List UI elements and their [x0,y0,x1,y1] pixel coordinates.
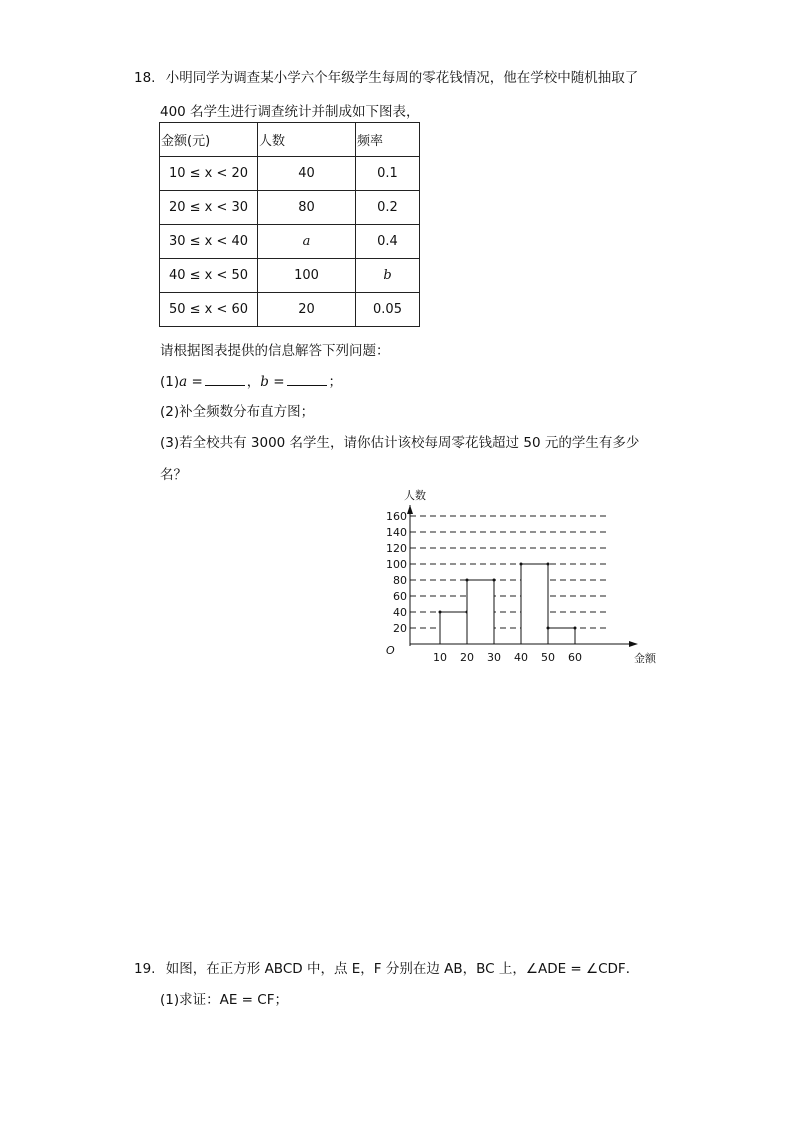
part-1-separator: ， [246,374,261,390]
x-tick-label: 30 [487,651,501,664]
x-tick-label: 60 [568,651,582,664]
table-cell: 20 [258,293,356,327]
y-tick-label: 60 [393,590,407,603]
table-cell: 100 [258,259,356,293]
y-tick-label: 160 [386,510,407,523]
y-axis-arrow [407,505,413,514]
y-tick-label: 40 [393,606,407,619]
y-tick-label: 100 [386,558,407,571]
table-cell: b [356,259,420,293]
bar-corner-dot [439,611,442,614]
histogram-bar [440,612,467,644]
bar-corner-dot [547,563,550,566]
part-2: (2)补全频数分布直方图； [160,404,315,420]
bar-corner-dot [466,579,469,582]
table-header-row [160,123,420,157]
question-number: 19. [134,961,156,977]
bar-corner-dot [574,627,577,630]
question-text: 如图，在正方形 ABCD 中，点 E，F 分别在边 AB，BC 上，∠ADE = ∠CDF． [165,961,640,977]
y-tick-label: 120 [386,542,407,555]
histogram-bar [521,564,548,644]
bar-corner-dot [520,563,523,566]
x-tick-label: 40 [514,651,528,664]
question-number: 18. [134,70,156,86]
table-cell: 40 [258,157,356,191]
table-cell: 0.4 [356,225,420,259]
part-1-label: (1) [160,374,180,390]
table-cell: 40 ≤ x < 50 [160,259,258,293]
part-3-line-1: (3)若全校共有 3000 名学生，请你估计该校每周零花钱超过 50 元的学生有多少 [160,435,640,451]
table-cell: 0.1 [356,157,420,191]
answer-blank-b[interactable] [287,373,327,386]
x-tick-label: 50 [541,651,555,664]
y-tick-label: 80 [393,574,407,587]
table-row [160,293,420,327]
table-cell: a [258,225,356,259]
question-text: 小明同学为调查某小学六个年级学生每周的零花钱情况，他在学校中随机抽取了 [165,70,639,86]
histogram-bar [467,580,494,644]
table-row [160,225,420,259]
y-tick-label: 140 [386,526,407,539]
table-header-cell: 频率 [356,123,420,157]
table-cell: 0.2 [356,191,420,225]
bars [439,563,577,645]
table-cell: 30 ≤ x < 40 [160,225,258,259]
table-cell: 10 ≤ x < 20 [160,157,258,191]
origin-label: O [386,644,395,657]
instructions: 请根据图表提供的信息解答下列问题： [160,343,390,359]
question-18-line-2: 400 名学生进行调查统计并制成如下图表， [160,104,420,120]
part-1 [160,370,342,390]
part-1-a-label: a = [179,374,203,390]
x-axis-label: 金额 [634,652,656,665]
table-cell: 80 [258,191,356,225]
table-row [160,157,420,191]
question-18-line-1 [134,66,638,86]
table-row [160,259,420,293]
table-cell: 0.05 [356,293,420,327]
x-axis-arrow [629,641,638,647]
x-tick-labels [433,651,582,664]
y-axis-label: 人数 [404,489,426,502]
bar-corner-dot [547,627,550,630]
histogram-bar [548,628,575,644]
answer-blank-a[interactable] [205,373,245,386]
table-cell: 50 ≤ x < 60 [160,293,258,327]
part-1-b-label: b = [260,374,285,390]
part-1-end: ； [328,374,343,390]
table-header-cell: 金额(元) [160,123,258,157]
y-tick-label: 20 [393,622,407,635]
part-3-line-2: 名？ [160,467,187,483]
frequency-table [159,122,420,327]
frequency-histogram [370,485,670,675]
table-cell: 20 ≤ x < 30 [160,191,258,225]
x-tick-label: 10 [433,651,447,664]
question-19-line-1 [134,957,639,977]
table-header-cell: 人数 [258,123,356,157]
table-row [160,191,420,225]
y-tick-labels [386,510,407,635]
x-tick-label: 20 [460,651,474,664]
question-19-part-1: (1)求证：AE = CF； [160,992,288,1008]
bar-corner-dot [493,579,496,582]
